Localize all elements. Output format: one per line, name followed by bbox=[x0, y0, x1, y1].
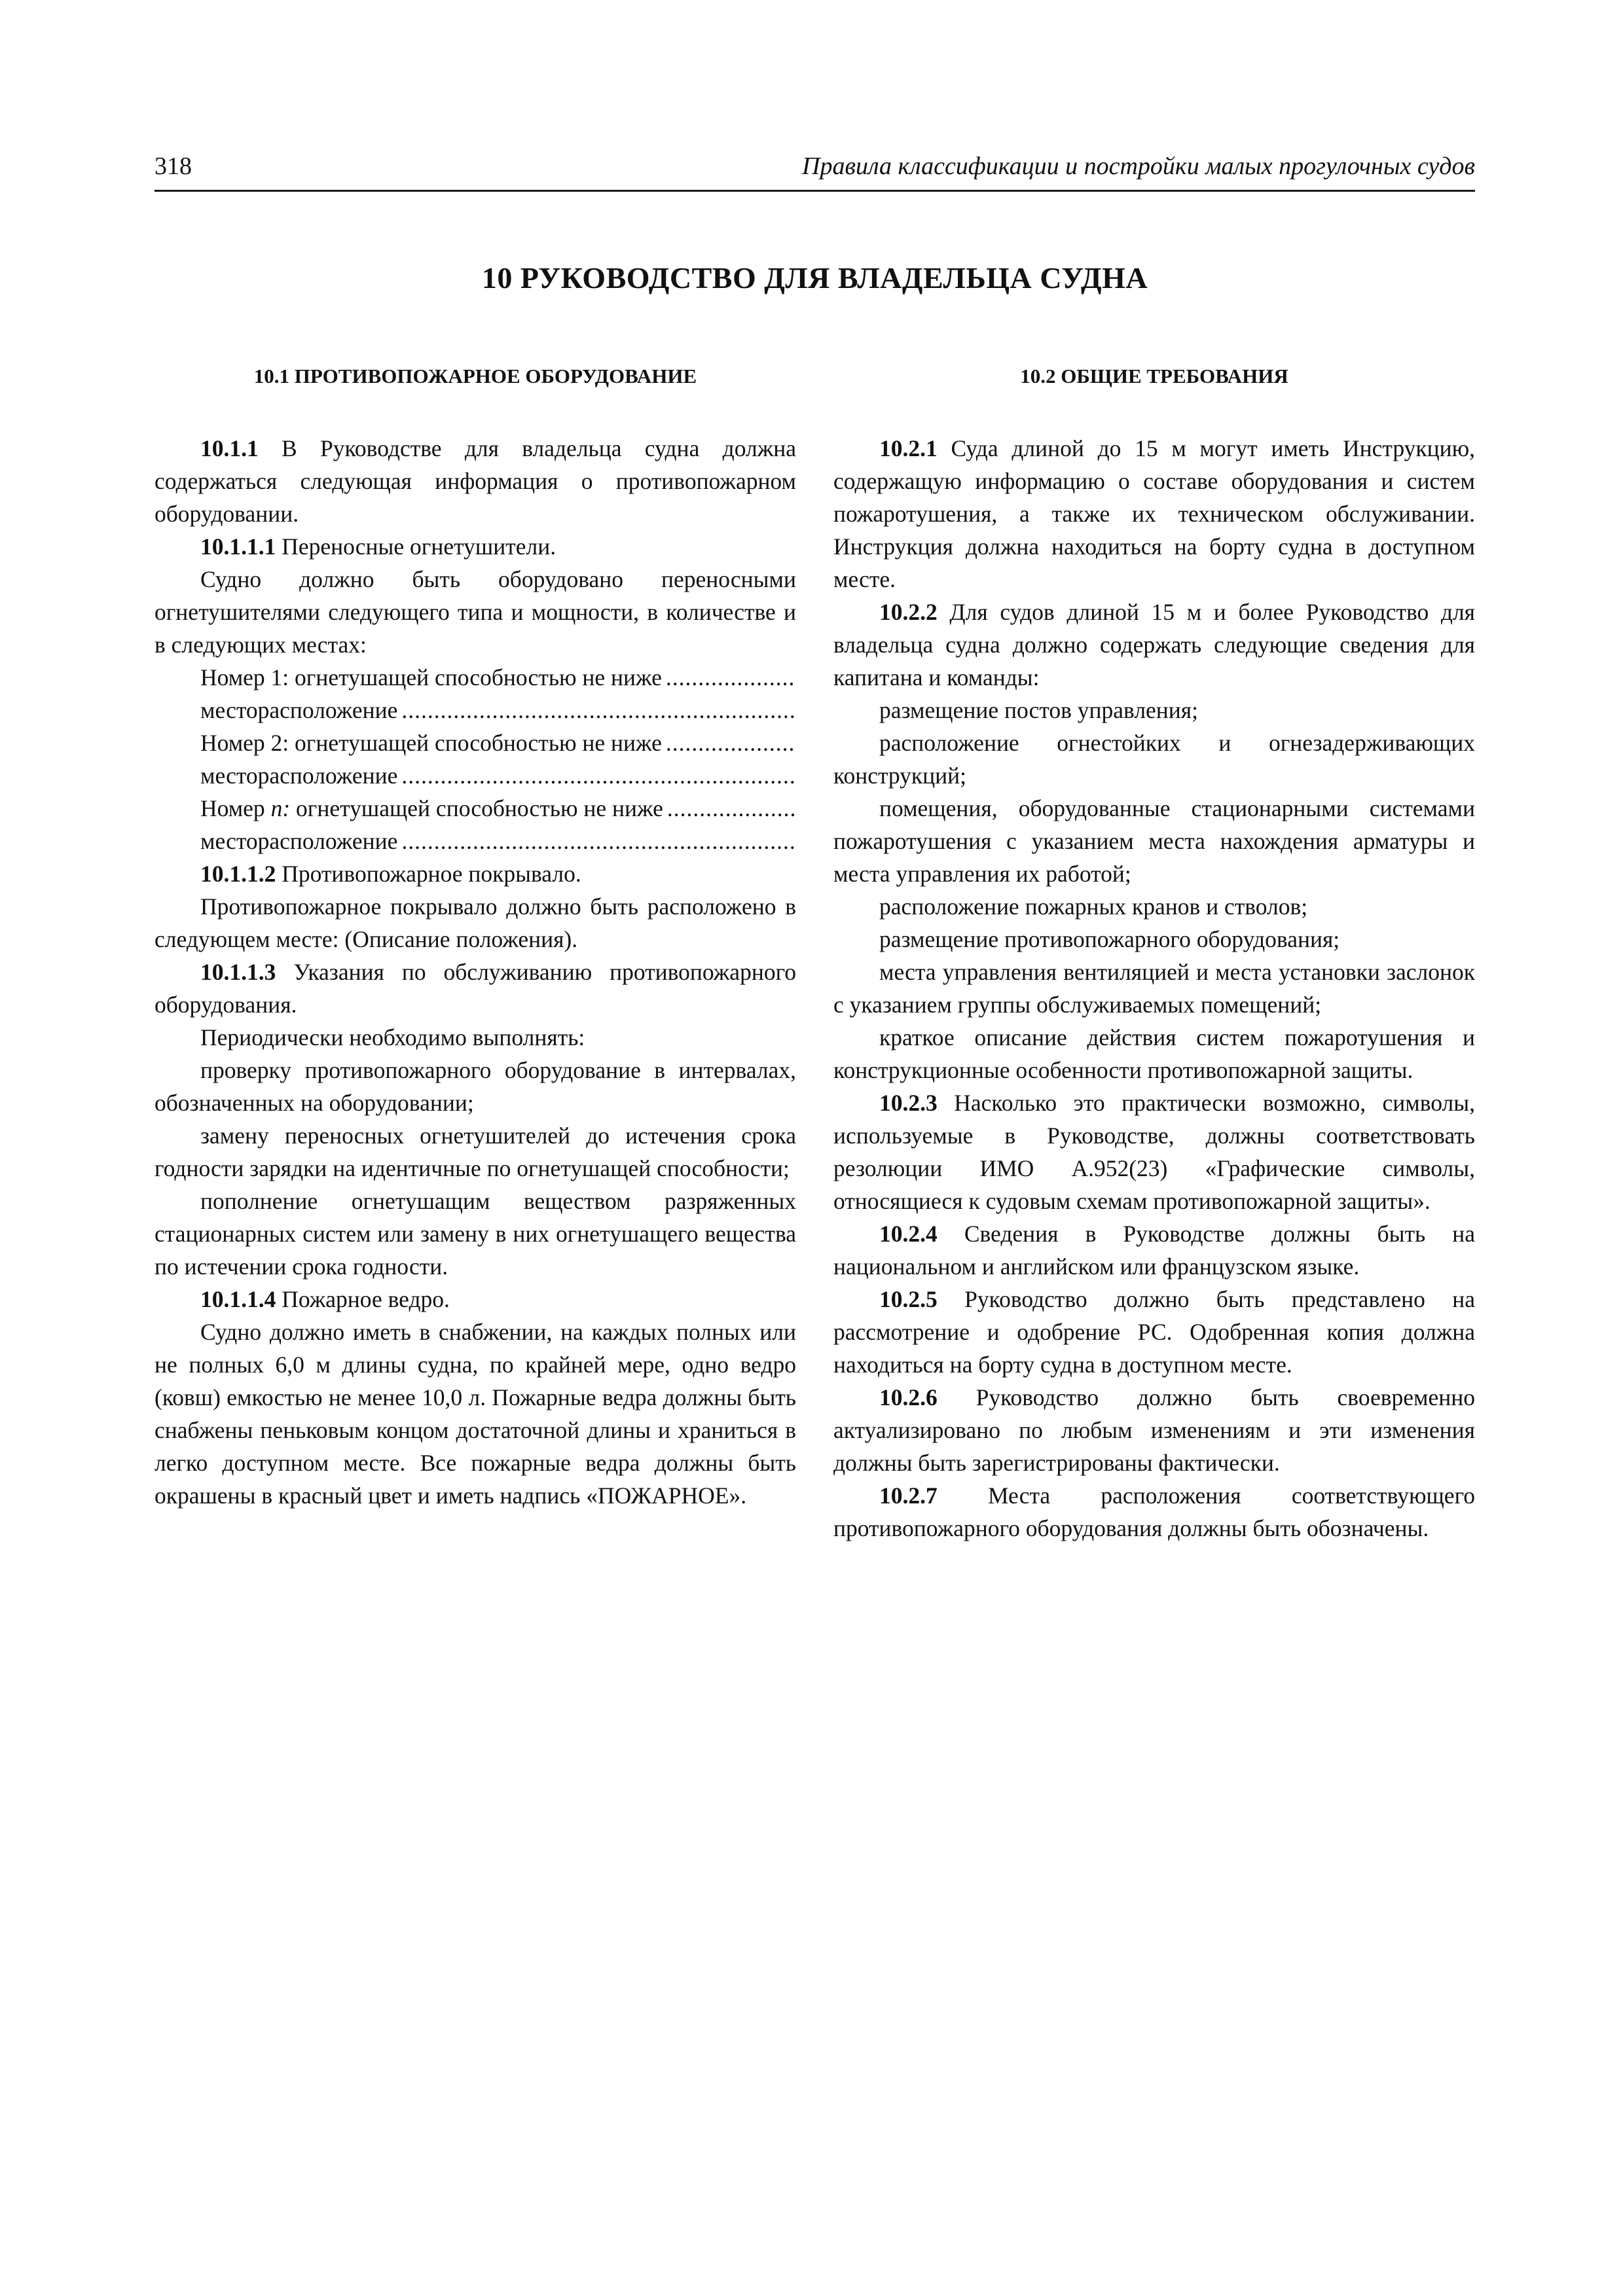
paragraph-text: пополнение огнетушащим веществом разряженных стационарных систем или замену в них огнетушащего вещества по истечении срока годности. bbox=[155, 1188, 796, 1280]
form-line bbox=[155, 759, 796, 792]
form-line bbox=[155, 792, 796, 825]
clause-number: 10.1.1.4 bbox=[200, 1286, 276, 1312]
paragraph bbox=[155, 1185, 796, 1283]
clause-number: 10.2.6 bbox=[879, 1384, 938, 1410]
clause-number: 10.1.1.1 bbox=[200, 533, 276, 560]
dot-leader bbox=[401, 759, 796, 792]
paragraph bbox=[155, 956, 796, 1021]
paragraph-text: помещения, оборудованные стационарными системами пожаротушения с указанием места нахождения арматуры и места управления их работой; bbox=[833, 795, 1475, 887]
paragraph bbox=[155, 1054, 796, 1119]
running-title: Правила классификации и постройки малых прогулочных судов bbox=[802, 152, 1475, 180]
list-item bbox=[833, 726, 1475, 792]
paragraph bbox=[833, 596, 1475, 694]
paragraph-text: Насколько это практически возможно, символы, используемые в Руководстве, должны соответствовать резолюции ИМО А.952(23) «Графические символы, относящиеся к судовым схемам противопожарной защиты». bbox=[833, 1090, 1476, 1214]
paragraph-text: Суда длиной до 15 м могут иметь Инструкцию, содержащую информацию о составе оборудования и систем пожаротушения, а также их техническом обслуживании. Инструкция должна находиться на борту судна в доступном месте. bbox=[833, 435, 1475, 592]
paragraph-text: Сведения в Руководстве должны быть на национальном и английском или французском языке. bbox=[833, 1221, 1476, 1280]
paragraph-text: Места расположения соответствующего противопожарного оборудования должны быть обозначены. bbox=[833, 1482, 1475, 1541]
paragraph-text: Противопожарное покрывало. bbox=[282, 861, 581, 887]
paragraph-text: Пожарное ведро. bbox=[282, 1286, 450, 1312]
dot-leader bbox=[401, 825, 796, 857]
chapter-title: 10 РУКОВОДСТВО ДЛЯ ВЛАДЕЛЬЦА СУДНА bbox=[481, 261, 1148, 295]
clause-number: 10.2.5 bbox=[879, 1286, 938, 1312]
paragraph bbox=[155, 1316, 796, 1512]
paragraph bbox=[833, 1086, 1475, 1217]
list-item bbox=[833, 890, 1475, 923]
form-line-label: месторасположение bbox=[200, 828, 398, 854]
paragraph-text: Для судов длиной 15 м и более Руководство для владельца судна должно содержать следующие сведения для капитана и команды: bbox=[833, 599, 1475, 691]
clause-number: 10.2.3 bbox=[879, 1090, 938, 1116]
paragraph bbox=[833, 1217, 1475, 1283]
paragraph bbox=[155, 1119, 796, 1185]
paragraph-text: Судно должно иметь в снабжении, на каждых полных или не полных 6,0 м длины судна, по крайней мере, одно ведро (ковш) емкостью не менее 10,0 л. Пожарные ведра должны быть снабжены пеньковым концом достаточной длины и храниться в легко доступном месте. Все пожарные ведра должны быть окрашены в красный цвет и иметь надпись «ПОЖАРНОЕ». bbox=[155, 1319, 796, 1509]
paragraph bbox=[833, 1283, 1475, 1381]
paragraph bbox=[833, 1381, 1475, 1479]
paragraph bbox=[833, 1479, 1475, 1545]
right-column bbox=[833, 360, 1475, 1545]
paragraph bbox=[833, 432, 1475, 596]
clause-number: 10.1.1 bbox=[200, 435, 259, 461]
list-item bbox=[833, 923, 1475, 956]
paragraph bbox=[155, 1021, 796, 1054]
form-line-label: Номер 2: огнетушащей способностью не ниже bbox=[200, 730, 662, 756]
page-number: 318 bbox=[155, 152, 192, 180]
paragraph-text: Противопожарное покрывало должно быть расположено в следующем месте: (Описание положения). bbox=[155, 893, 796, 952]
form-line bbox=[155, 825, 796, 857]
form-line-label: месторасположение bbox=[200, 697, 398, 723]
dot-leader bbox=[666, 661, 796, 694]
paragraph-text: проверку противопожарного оборудование в интервалах, обозначенных на оборудовании; bbox=[155, 1057, 796, 1116]
form-line bbox=[155, 726, 796, 759]
paragraph bbox=[155, 530, 796, 563]
running-header bbox=[155, 151, 1475, 192]
form-line-prefix: Номер bbox=[200, 795, 265, 821]
paragraph-text: расположение пожарных кранов и стволов; bbox=[879, 893, 1308, 920]
paragraph-text: краткое описание действия систем пожаротушения и конструкционные особенности противопожарной защиты. bbox=[833, 1024, 1475, 1083]
paragraph-text: Руководство должно быть представлено на рассмотрение и одобрение РС. Одобренная копия должна находиться на борту судна в доступном месте. bbox=[833, 1286, 1475, 1378]
paragraph bbox=[155, 432, 796, 530]
paragraph-text: размещение постов управления; bbox=[879, 697, 1198, 723]
paragraph-text: расположение огнестойких и огнезадерживающих конструкций; bbox=[833, 730, 1475, 789]
paragraph bbox=[155, 890, 796, 956]
form-line bbox=[155, 661, 796, 694]
clause-number: 10.1.1.2 bbox=[200, 861, 276, 887]
paragraph bbox=[155, 857, 796, 890]
section-heading-10-1: 10.1 ПРОТИВОПОЖАРНОЕ ОБОРУДОВАНИЕ bbox=[253, 365, 697, 387]
clause-number: 10.2.4 bbox=[879, 1221, 938, 1247]
list-item bbox=[833, 1021, 1475, 1086]
left-column bbox=[155, 360, 796, 1512]
paragraph-text: Руководство должно быть своевременно актуализировано по любым изменениям и эти изменения должны быть зарегистрированы фактически. bbox=[833, 1384, 1475, 1476]
list-item bbox=[833, 694, 1475, 726]
form-line-rest: огнетушащей способностью не ниже bbox=[296, 795, 663, 821]
form-line-label bbox=[200, 792, 663, 825]
dot-leader bbox=[666, 726, 796, 759]
form-line-label: месторасположение bbox=[200, 762, 398, 789]
dot-leader bbox=[401, 694, 796, 726]
form-line-label: Номер 1: огнетушащей способностью не ниже bbox=[200, 664, 662, 691]
clause-number: 10.2.7 bbox=[879, 1482, 938, 1509]
list-item bbox=[833, 956, 1475, 1021]
clause-number: 10.2.2 bbox=[879, 599, 938, 625]
paragraph-text: Судно должно быть оборудовано переносными огнетушителями следующего типа и мощности, в количестве и в следующих местах: bbox=[155, 566, 796, 658]
clause-number: 10.1.1.3 bbox=[200, 959, 276, 985]
paragraph-text: Указания по обслуживанию противопожарного оборудования. bbox=[155, 959, 796, 1018]
paragraph-text: В Руководстве для владельца судна должна содержаться следующая информация о противопожарном оборудовании. bbox=[155, 435, 796, 527]
variable-n: n: bbox=[270, 795, 291, 821]
form-line bbox=[155, 694, 796, 726]
paragraph-text: размещение противопожарного оборудования; bbox=[879, 926, 1340, 952]
paragraph bbox=[155, 563, 796, 661]
paragraph-text: Периодически необходимо выполнять: bbox=[200, 1024, 585, 1050]
clause-number: 10.2.1 bbox=[879, 435, 938, 461]
paragraph bbox=[155, 1283, 796, 1316]
paragraph-text: Переносные огнетушители. bbox=[282, 533, 556, 560]
dot-leader bbox=[667, 792, 796, 825]
paragraph-text: замену переносных огнетушителей до истечения срока годности зарядки на идентичные по огнетушащей способности; bbox=[155, 1122, 796, 1181]
list-item bbox=[833, 792, 1475, 890]
section-heading-10-2: 10.2 ОБЩИЕ ТРЕБОВАНИЯ bbox=[1020, 365, 1288, 387]
paragraph-text: места управления вентиляцией и места установки заслонок с указанием группы обслуживаемых помещений; bbox=[833, 959, 1475, 1018]
